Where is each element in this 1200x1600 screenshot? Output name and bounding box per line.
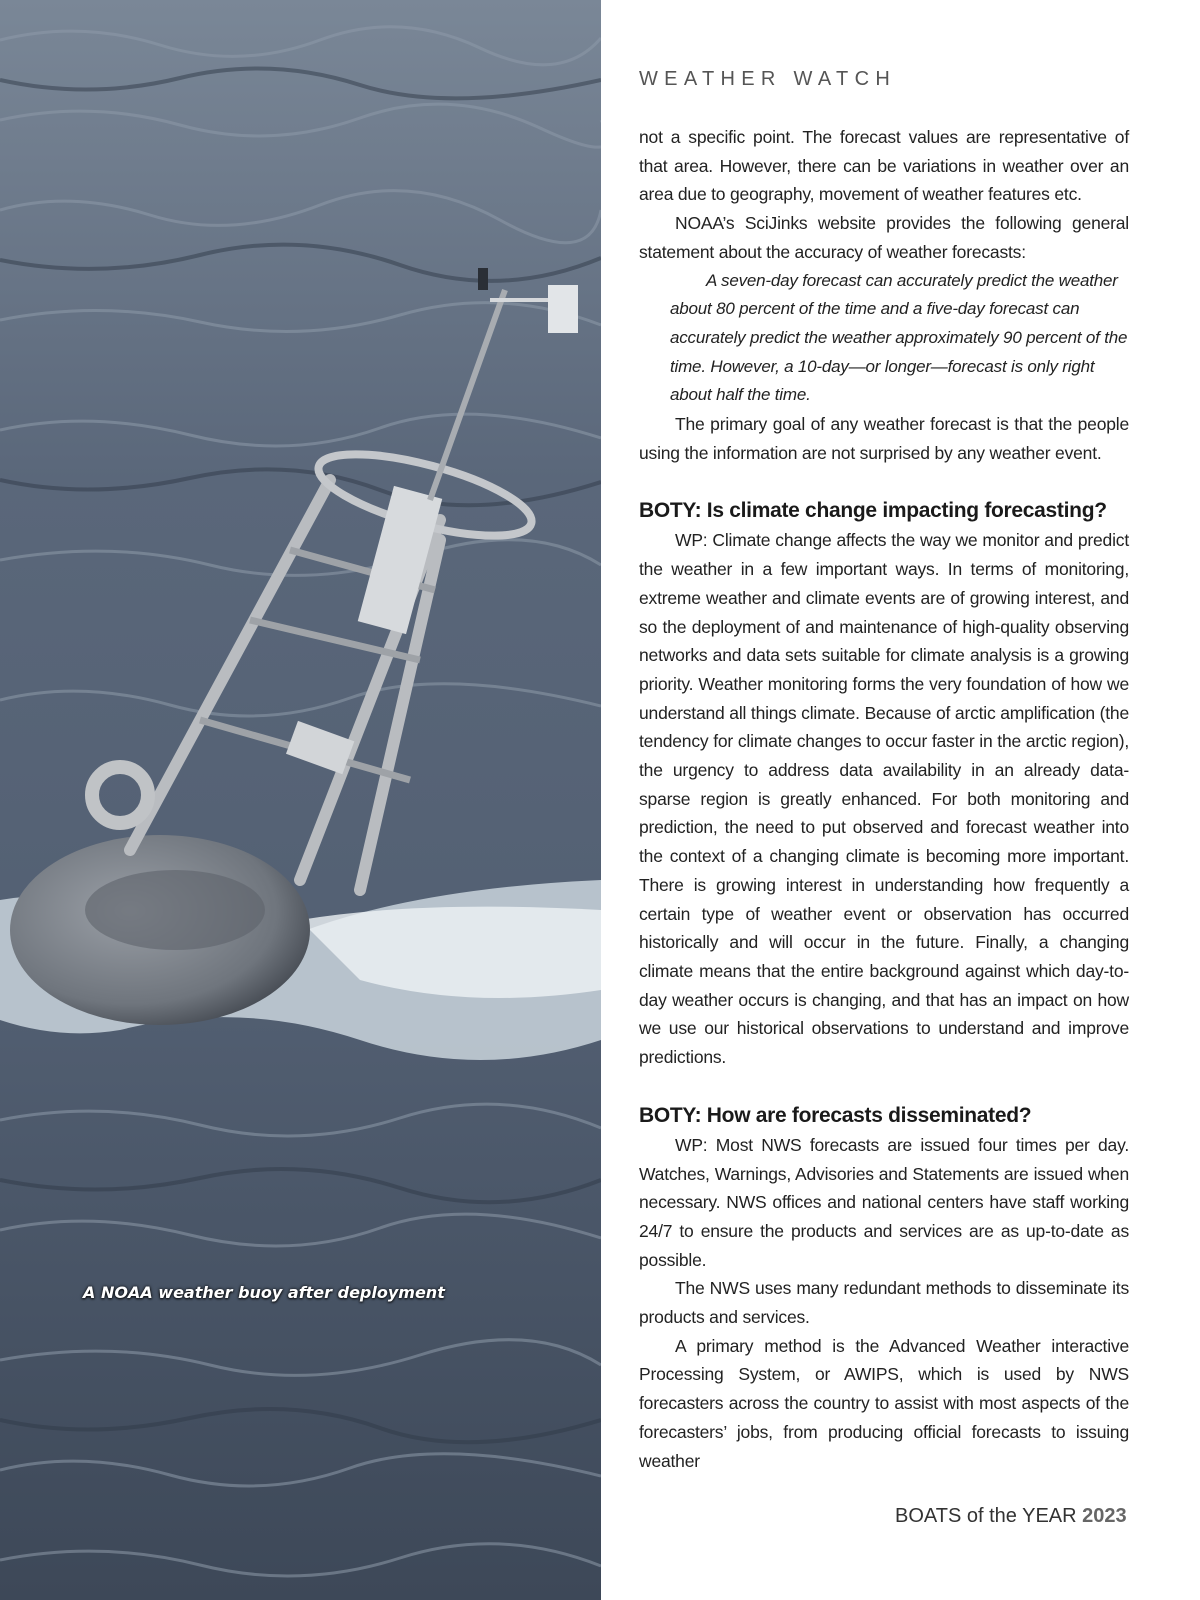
paragraph-primary-goal: The primary goal of any weather forecast is that the people using the information are not surprised by any weather event.: [639, 414, 1129, 463]
section-label: WEATHER WATCH: [639, 68, 897, 90]
article-column: [639, 68, 1129, 1475]
photo-caption: A NOAA weather buoy after deployment: [83, 1283, 445, 1302]
question-heading-dissemination: BOTY: How are forecasts disseminated?: [639, 1103, 1032, 1127]
paragraph-forecast-schedule: WP: Most NWS forecasts are issued four times per day. Watches, Warnings, Advisories and Statements are issued when necessary. NWS offices and national centers have staff working 24/7 to ensure the products and services are as up-to-date as possible.: [639, 1134, 1129, 1270]
paragraph-redundant-methods: The NWS uses many redundant methods to disseminate its products and services.: [639, 1278, 1129, 1328]
publication-name: BOATS of the YEAR: [895, 1505, 1077, 1527]
paragraph-continued: not a specific point. The forecast values are representative of that area. However, there can be variations in weather over an area due to geography, movement of weather features etc.: [639, 127, 1129, 205]
question-heading-climate: BOTY: Is climate change impacting forecasting?: [639, 499, 1107, 523]
page-footer: [895, 1505, 1127, 1528]
publication-year: 2023: [1082, 1505, 1127, 1527]
paragraph-scijinks: NOAA’s SciJinks website provides the following general statement about the accuracy of weather forecasts:: [639, 213, 1129, 262]
paragraph-climate-answer: WP: Climate change affects the way we monitor and predict the weather in a few important ways. In terms of monitoring, extreme weather and climate events are of growing interest, and so the deployment of and maintenance of high-quality observing networks and data sets suitable for climate analysis is a growing priority. Weather monitoring forms the very foundation of how we understand all things climate. Because of arctic amplification (the tendency for climate changes to occur faster in the arctic region), the urgency to address data availability in an already data-sparse region is greatly enhanced. For both monitoring and prediction, the need to put observed and forecast weather into the context of a changing climate is becoming more important. There is growing interest in understanding how frequently a certain type of weather event or observation has occurred historically and will occur in the future. Finally, a changing climate means that the entire background against which day-to-day weather occurs is changing, and that has an impact on how we use our historical observations to understand and improve predictions.: [639, 530, 1129, 1068]
paragraph-awips: A primary method is the Advanced Weather interactive Processing System, or AWIPS, which is used by NWS forecasters across the country to assist with most aspects of the forecasters’ jobs, from producing official forecasts to issuing weather: [639, 1335, 1129, 1471]
block-quote: A seven-day forecast can accurately predict the weather about 80 percent of the time and a five-day forecast can accurately predict the weather approximately 90 percent of the time. However, a 10-day—or longer—forecast is only right about half the time.: [670, 270, 1128, 405]
